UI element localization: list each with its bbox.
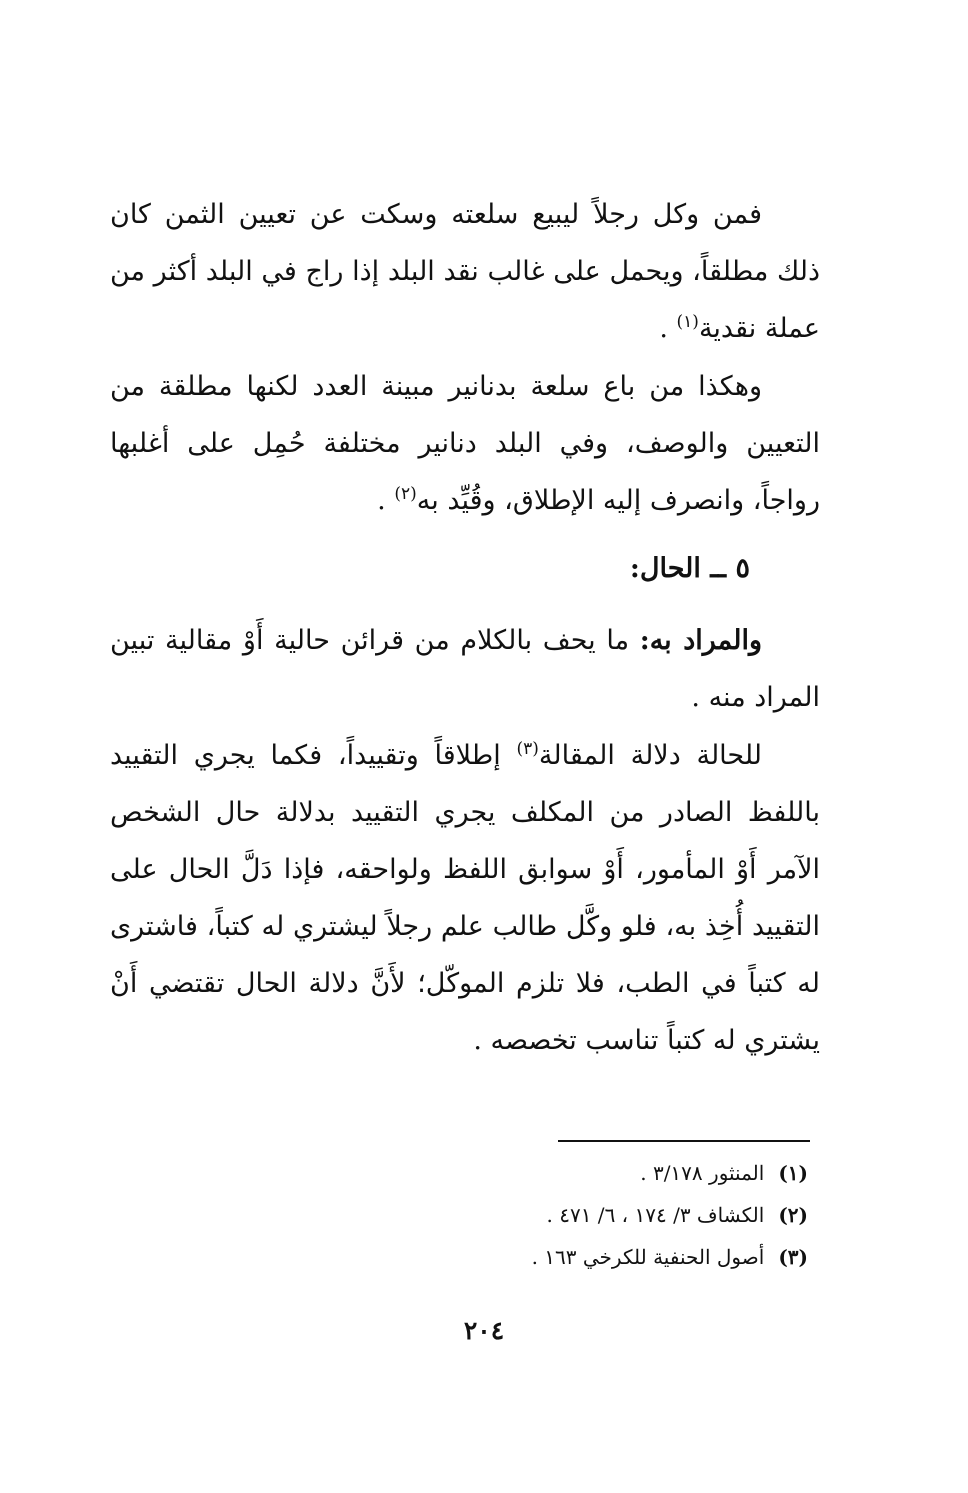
paragraph-2 <box>110 358 820 529</box>
paragraph-1 <box>110 186 820 357</box>
page-number: ٢٠٤ <box>463 1316 505 1345</box>
paragraph-2-text: وهكذا من باع سلعة بدنانير مبينة العدد لكنها مطلقة من التعيين والوصف، وفي البلد دنانير مختلفة حُمِل على أغلبها رواجاً، وانصرف إليه الإطلاق، وقُيِّد به <box>110 371 820 516</box>
footnote-number: (٣) <box>778 1245 808 1269</box>
footnote-ref-3: (٣) <box>516 739 539 759</box>
footnote-ref-1: (١) <box>676 312 699 332</box>
paragraph-3-text: ما يحف بالكلام من قرائن حالية أَوْ مقالية تبين المراد منه . <box>110 625 820 713</box>
paragraph-3 <box>110 612 820 726</box>
footnote-number: (١) <box>778 1161 808 1185</box>
footnote-text: الكشاف ٣/ ١٧٤ ، ٦/ ٤٧١ . <box>546 1203 765 1227</box>
footnote-text: المنثور ٣/١٧٨ . <box>640 1161 765 1185</box>
footnote-text: أصول الحنفية للكرخي ١٦٣ . <box>531 1245 765 1269</box>
section-heading: ٥ ــ الحال: <box>629 553 750 584</box>
footnote-1 <box>532 1152 808 1194</box>
paragraph-1-end: . <box>659 313 677 344</box>
paragraph-4-text: إطلاقاً وتقييداً، فكما يجري التقييد باللفظ الصادر من المكلف يجري التقييد بدلالة حال الشخص الآمر أَوْ المأمور، أَوْ سوابق اللفظ ولواحقه، فإذا دَلَّ الحال على التقييد أُخِذ به، فلو وكَّل طالب علم رجلاً ليشتري له كتباً، فاشترى له كتباً في الطب، فلا تلزم الموكّل؛ لأَنَّ دلالة الحال تقتضي أَنْ يشتري له كتباً تناسب تخصصه . <box>110 740 820 1056</box>
footnotes <box>532 1152 808 1278</box>
footnote-3 <box>532 1236 808 1278</box>
footnote-divider <box>558 1140 810 1142</box>
paragraph-2-end: . <box>377 485 395 516</box>
paragraph-4 <box>110 727 820 1069</box>
definition-term: والمراد به: <box>639 625 762 656</box>
footnote-ref-2: (٢) <box>394 484 417 504</box>
footnote-number: (٢) <box>778 1203 808 1227</box>
footnote-2 <box>532 1194 808 1236</box>
paragraph-4-start: للحالة دلالة المقالة <box>538 740 762 771</box>
paragraph-1-text: فمن وكل رجلاً ليبيع سلعته وسكت عن تعيين الثمن كان ذلك مطلقاً، ويحمل على غالب نقد البلد إذا راج في البلد أكثر من عملة نقدية <box>110 199 820 344</box>
